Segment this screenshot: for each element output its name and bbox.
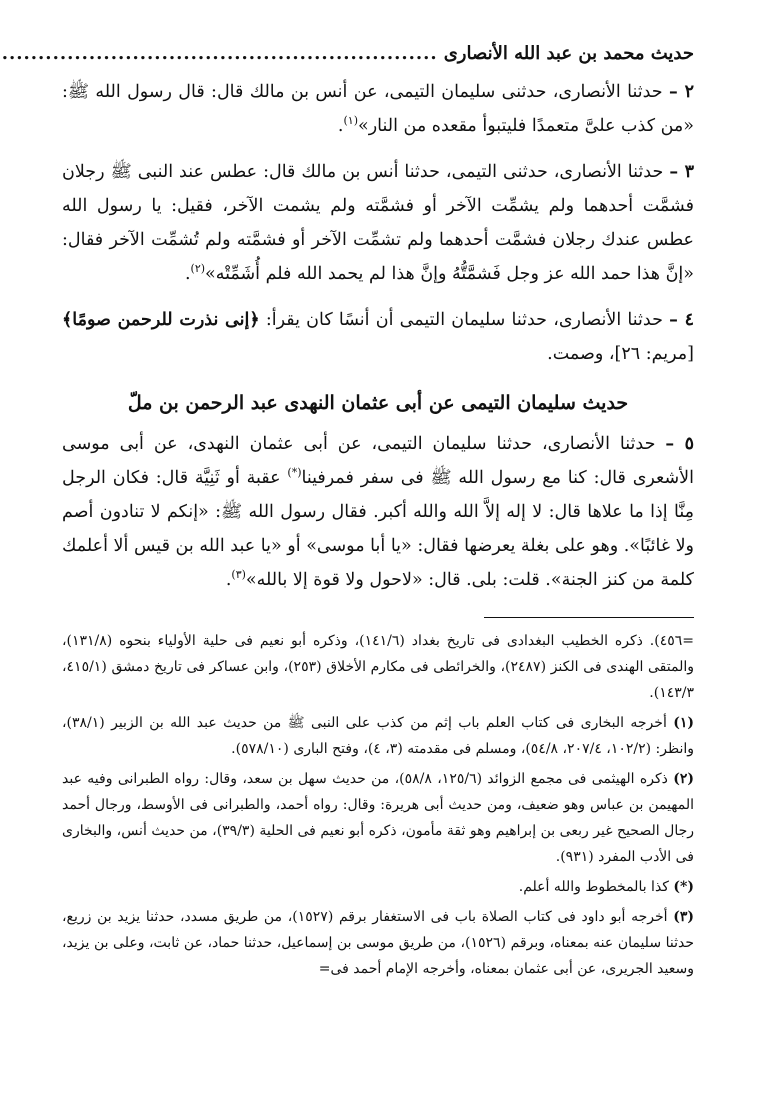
hadith-2 xyxy=(62,75,694,143)
hadith-tail: . xyxy=(337,116,344,136)
section-heading: حديث سليمان التيمى عن أبى عثمان النهدى عبد الرحمن بن ملّ xyxy=(127,392,629,414)
footnote-marker: (*) xyxy=(673,879,694,895)
footnote-2 xyxy=(62,766,694,870)
hadith-4 xyxy=(62,303,694,371)
hadith-number: ٣ – xyxy=(669,162,695,182)
hadith-tail: . xyxy=(184,264,191,284)
footnote-continuation xyxy=(62,628,694,706)
footnote-text: كذا بالمخطوط والله أعلم. xyxy=(518,879,669,895)
hadith-text: حدثنا الأنصارى، حدثنا سليمان التيمى، عن أبى عثمان النهدى، عن أبى موسى الأشعرى قال: كنا مع رسول الله ﷺ فى سفر فمرفينا xyxy=(62,434,694,488)
hadith-text-continued: عقبة أو ثَنِيَّة قال: فكان الرجل مِنَّا إذا ما علاها قال: لا إله إلاَّ الله والله أكبر. فقال رسول الله ﷺ: «إنكم لا تنادون أصم ولا غائبًا». وهو على بغلة يعرضها فقال: «يا أبا موسى» أو «يا عبد الله بن قيس ألا أعلمك كلمة من كنز الجنة». قلت: بلى. قال: «لاحول ولا قوة إلا بالله» xyxy=(62,468,694,590)
star-ref: (*) xyxy=(287,466,302,480)
footnote-1 xyxy=(62,710,694,762)
hadith-number: ٢ – xyxy=(668,82,694,102)
hadith-5 xyxy=(62,427,694,597)
footnote-text: =٤٥٦). ذكره الخطيب البغدادى فى تاريخ بغداد (١٤١/٦)، وذكره أبو نعيم فى حلية الأولياء بنحوه (١٣١/٨)، والمتقى الهندى فى الكنز (٢٤٨٧)، والخرائطى فى مكارم الأخلاق (٢٥٣)، وابن عساكر فى تاريخ دمشق (٤١٥/١، ١٤٣/٣). xyxy=(62,633,694,701)
hadith-number: ٥ – xyxy=(665,434,694,454)
footnote-ref: (٣) xyxy=(231,568,246,582)
footnote-3 xyxy=(62,904,694,982)
footnote-text: ذكره الهيثمى فى مجمع الزوائد (١٢٥/٦، ٥٨/٨)، من حديث سهل بن سعد، وقال: رواه الطبرانى وفيه عبد المهيمن بن عباس وهو ضعيف، ومن حديث أبى هريرة: وقال: رواه أحمد، والطبرانى فى الأوسط، ورجال أحمد رجال الصحيح غير ربعى بن إبراهيم وهو ثقة مأمون، ذكره أبو نعيم فى الحلية (٣٩/٣)، من حديث أنس، والبخارى فى الأدب المفرد (٩٣١). xyxy=(62,771,694,865)
footnote-text: أخرجه البخارى فى كتاب العلم باب إثم من كذب على النبى ﷺ من حديث عبد الله بن الزبير (٣٨/١)، وانظر: (١٠٢/٢، ٢٠٧/٤، ٥٤/٨)، ومسلم فى مقدمته (٣، ٤)، وفتح البارى (٥٧٨/١٠). xyxy=(62,715,694,757)
running-title: حديث محمد بن عبد الله الأنصارى xyxy=(443,43,694,64)
hadith-text: حدثنا الأنصارى، حدثنى التيمى، حدثنا أنس بن مالك قال: عطس عند النبى ﷺ رجلان فشمَّت أحدهما ولم يشمِّت الآخر أو فشمَّته ولم يشمت الآخر، فقيل: يا رسول الله عطس عندك رجلان فشمَّت أحدهما ولم تشمِّت الآخر أو فشمَّته ولم تُشمِّت الآخر فقال: «إنَّ هذا حمد الله عز وجل فَشمَّتُّهُ وإنَّ هذا لم يحمد الله فلم أُشَمِّتْه» xyxy=(62,162,694,284)
running-head xyxy=(1,40,694,67)
hadith-3 xyxy=(62,155,694,291)
quran-quote: ﴿إنى نذرت للرحمن صومًا﴾ xyxy=(62,310,260,330)
footnote-marker: (٣) xyxy=(673,909,694,925)
footnotes xyxy=(62,628,694,982)
hadith-citation: [مريم: ٢٦]، وصمت. xyxy=(547,344,694,364)
footnote-ref: (٢) xyxy=(190,262,206,276)
footnote-ref: (١) xyxy=(343,114,358,128)
hadith-number: ٤ – xyxy=(669,310,694,330)
hadith-text: حدثنا الأنصارى، حدثنى سليمان التيمى، عن أنس بن مالك قال: قال رسول الله ﷺ: «من كذب علىَّ متعمدًا فليتبوأ مقعده من النار» xyxy=(62,82,694,136)
hadith-text: حدثنا الأنصارى، حدثنا سليمان التيمى أن أنسًا كان يقرأ: xyxy=(259,310,663,330)
footnote-star xyxy=(62,874,694,900)
footnote-marker: (٢) xyxy=(673,771,695,787)
hadith-tail: . xyxy=(225,570,232,590)
footnote-text: أخرجه أبو داود فى كتاب الصلاة باب فى الاستغفار برقم (١٥٢٧)، من طريق مسدد، حدثنا يزيد بن زريع، حدثنا سليمان عنه بمعناه، وبرقم (١٥٢٦)، من طريق موسى بن إسماعيل، حدثنا حماد، عن ثابت، وعلى بن يزيد، وسعيد الجريرى، عن أبى عثمان بمعناه، وأخرجه الإمام أحمد فى= xyxy=(62,909,694,977)
leader-dots: ............................................................ xyxy=(1,43,438,64)
footnote-marker: (١) xyxy=(673,715,695,731)
footnote-separator xyxy=(484,617,694,618)
